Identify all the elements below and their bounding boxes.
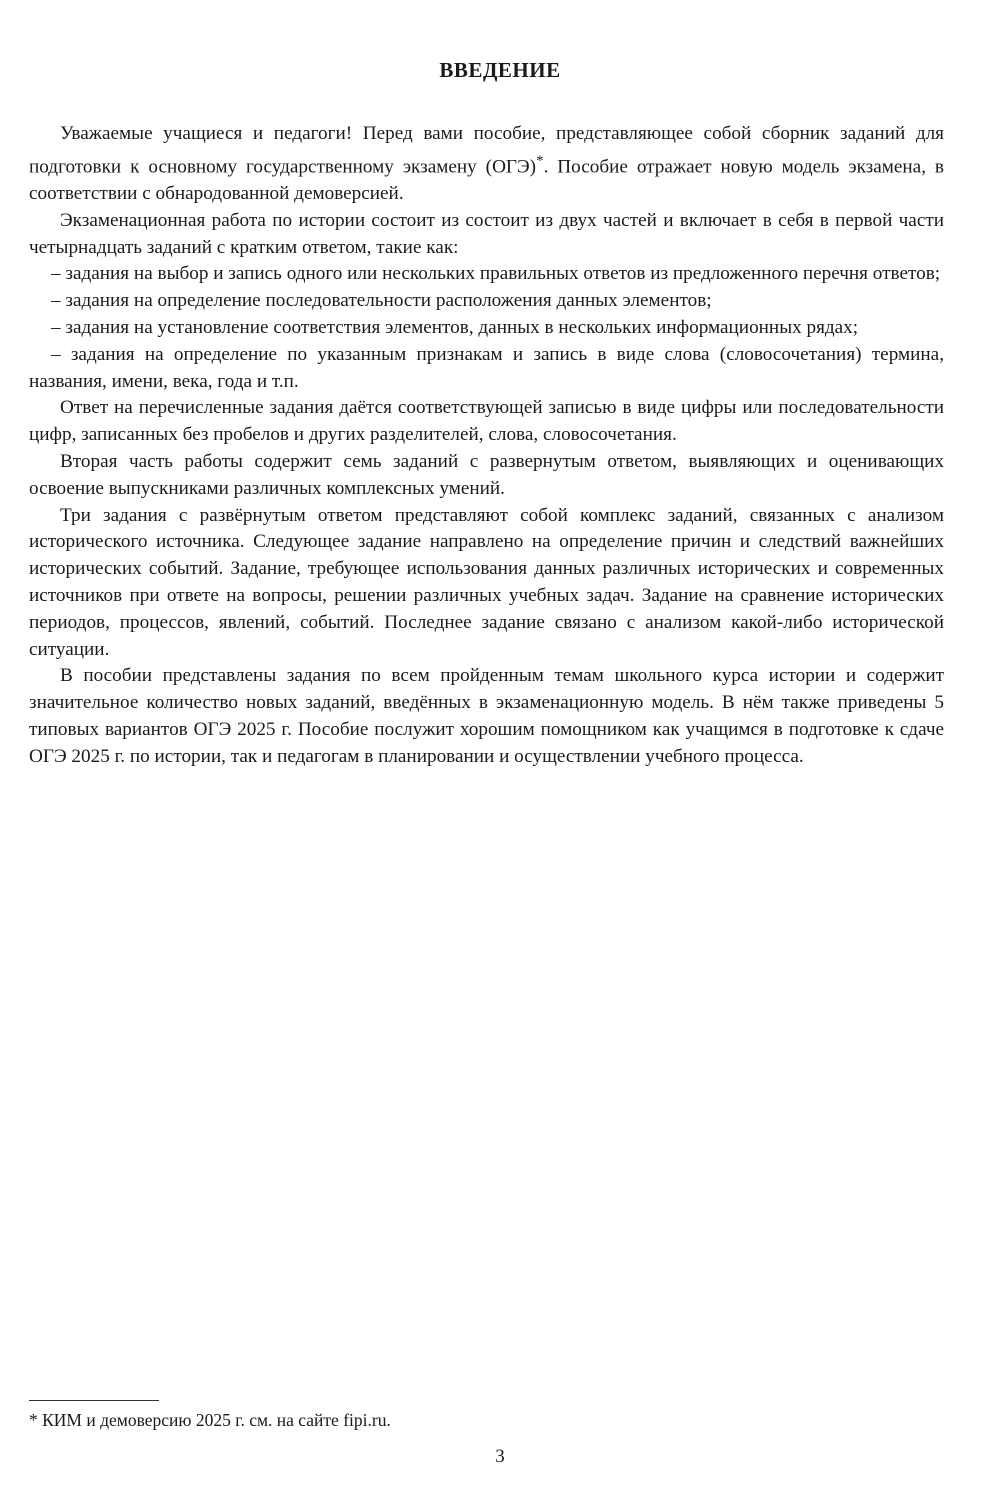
- footnote-marker: *: [536, 152, 544, 169]
- paragraph-structure: Экзаменационная работа по истории состоит из состоит из двух частей и включает в себя в первой части четырнадцать заданий с кратким ответом, такие как:: [29, 209, 944, 258]
- paragraph-intro: Уважаемые учащиеся и педагоги! Перед вами пособие, представляющее собой сборник заданий для подготовки к основному государственному экзамену (ОГЭ)*. Пособие отражает новую модель экзамена, в соответствии с обнародованной демоверсией.: [29, 123, 944, 204]
- list-item: – задания на выбор и запись одного или нескольких правильных ответов из предложенного перечня ответов;: [51, 263, 941, 285]
- page-number: 3: [495, 1446, 505, 1467]
- footnote-divider: [29, 1400, 159, 1401]
- paragraph-answers: Ответ на перечисленные задания даётся соответствующей записью в виде цифры или последовательности цифр, записанных без пробелов и других разделителей, слова, словосочетания.: [29, 397, 944, 446]
- paragraph-summary: В пособии представлены задания по всем пройденным темам школьного курса истории и содержит значительное количество новых заданий, введённых в экзаменационную модель. В нём также приведены 5 типовых вариантов ОГЭ 2025 г. Пособие послужит хорошим помощником как учащимся в подготовке к сдаче ОГЭ 2025 г. по истории, так и педагогам в планировании и осуществлении учебного процесса.: [29, 665, 944, 767]
- paragraph-part-two: Вторая часть работы содержит семь заданий с развернутым ответом, выявляющих и оценивающих освоение выпускниками различных комплексных умений.: [29, 450, 944, 499]
- list-item: – задания на определение последовательности расположения данных элементов;: [51, 290, 712, 312]
- footnote: * КИМ и демоверсию 2025 г. см. на сайте fipi.ru.: [29, 1410, 391, 1430]
- paragraph-tasks: Три задания с развёрнутым ответом представляют собой комплекс заданий, связанных с анализом исторического источника. Следующее задание направлено на определение причин и следствий важнейших исторических событий. Задание, требующее использования данных различных исторических и современных источников при ответе на вопросы, решении различных учебных задач. Задание на сравнение исторических периодов, процессов, явлений, событий. Последнее задание связано с анализом какой-либо исторической ситуации.: [29, 504, 944, 660]
- body-text: [29, 121, 944, 771]
- list-item: – задания на определение по указанным признакам и запись в виде слова (словосочетания) термина, названия, имени, века, года и т.п.: [29, 343, 944, 392]
- page-title: ВВЕДЕНИЕ: [439, 58, 561, 82]
- list-item: – задания на установление соответствия элементов, данных в нескольких информационных рядах;: [51, 316, 859, 338]
